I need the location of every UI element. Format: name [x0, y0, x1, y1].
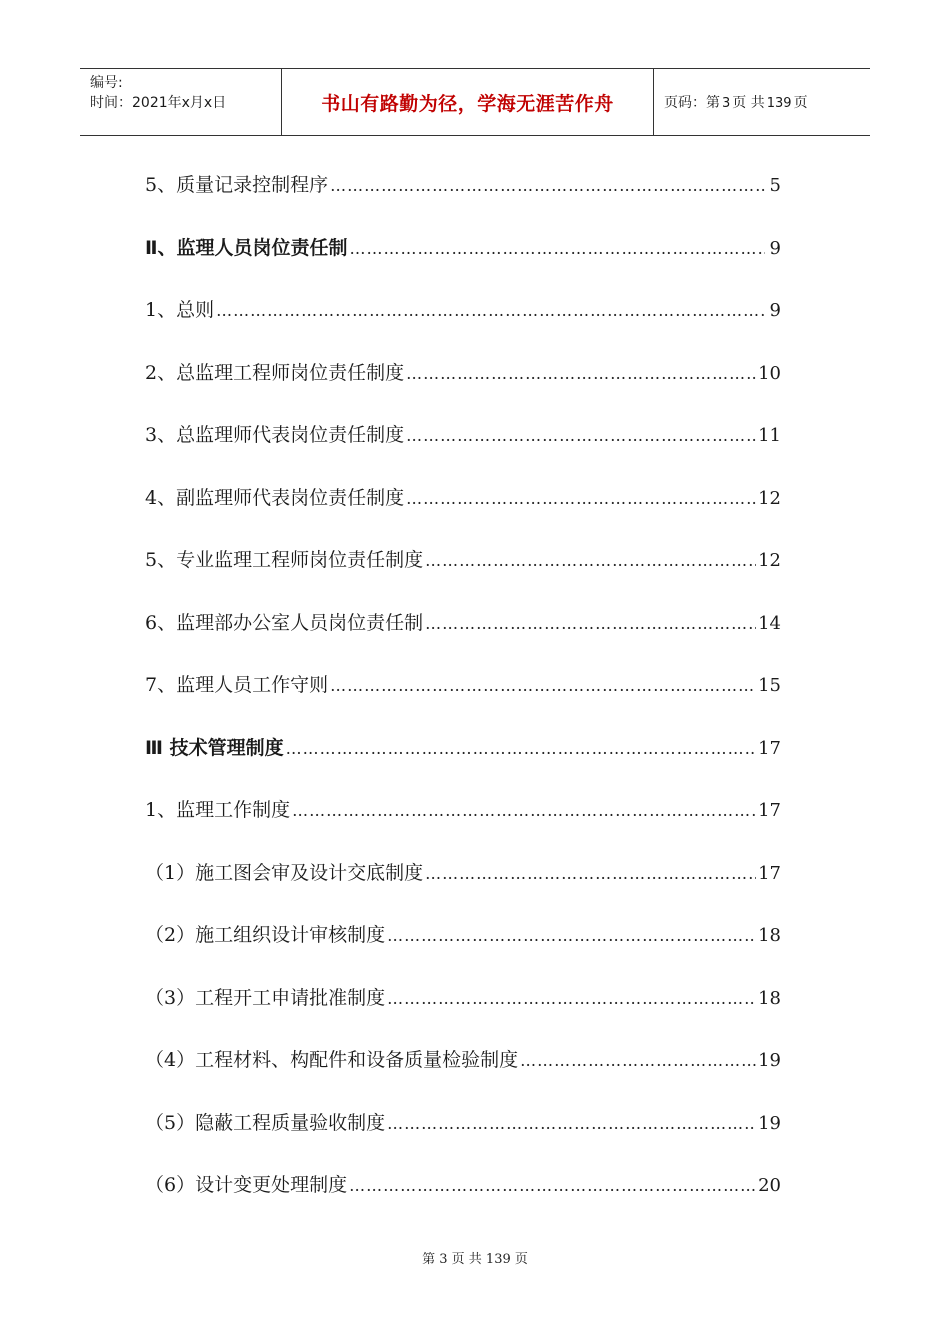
toc-entry[interactable] [145, 483, 781, 511]
serial-label: 编号: [90, 75, 123, 91]
page-prefix: 页码：第 [664, 95, 720, 111]
toc-entry[interactable] [145, 1170, 781, 1198]
toc-entry-title: 4、副监理师代表岗位责任制度 [145, 486, 405, 509]
page-mid: 页 共 [732, 95, 765, 111]
header-motto-cell [282, 69, 654, 135]
toc-entry-page: 17 [758, 862, 781, 884]
toc-dot-leader [406, 426, 756, 445]
toc-entry[interactable] [145, 170, 781, 198]
toc-entry[interactable] [145, 733, 781, 761]
toc-entry-page: 12 [758, 550, 781, 571]
toc-dot-leader [520, 1051, 756, 1070]
toc-entry-page: 17 [758, 800, 781, 821]
toc-entry-title: 1、总则 [145, 299, 215, 321]
page-footer: 第 3 页 共 139 页 [422, 1252, 528, 1267]
toc-dot-leader [330, 676, 756, 695]
toc-dot-leader [330, 176, 765, 195]
toc-entry-title: 1、监理工作制度 [145, 799, 291, 821]
toc-entry-page: 9 [769, 237, 781, 259]
toc-entry-page: 10 [758, 362, 781, 384]
toc-entry-page: 11 [758, 425, 781, 446]
page-suffix: 页 [793, 95, 808, 111]
toc-entry-title: （4）工程材料、构配件和设备质量检验制度 [145, 1049, 519, 1071]
toc-entry[interactable] [145, 920, 781, 948]
toc-dot-leader [286, 739, 757, 758]
toc-entry-title: 5、质量记录控制程序 [145, 174, 329, 196]
toc-entry[interactable] [145, 795, 781, 823]
toc-entry[interactable] [145, 858, 781, 886]
toc-entry-page: 18 [758, 987, 781, 1009]
toc-dot-leader [387, 1114, 756, 1133]
toc-entry-page: 12 [758, 487, 781, 509]
toc-entry-page: 19 [758, 1050, 781, 1071]
toc-entry-title: 3、总监理师代表岗位责任制度 [145, 424, 405, 446]
toc-entry-title: 2、总监理工程师岗位责任制度 [145, 361, 405, 384]
toc-dot-leader [350, 239, 765, 258]
toc-dot-leader [425, 614, 756, 633]
toc-entry-page: 17 [758, 737, 781, 759]
toc-entry-page: 5 [769, 175, 781, 196]
toc-entry[interactable] [145, 670, 781, 698]
toc-entry-title: （6）设计变更处理制度 [145, 1174, 348, 1196]
page-total: 139 [766, 96, 792, 111]
toc-dot-leader [406, 489, 756, 508]
toc-dot-leader [349, 1176, 756, 1195]
toc-entry[interactable] [145, 1045, 781, 1073]
toc-entry-page: 9 [769, 300, 781, 321]
page-header [80, 68, 870, 136]
toc-entry-page: 14 [758, 612, 781, 634]
header-page-cell [654, 69, 870, 135]
toc-entry-page: 18 [758, 925, 781, 946]
toc-entry-page: 15 [758, 675, 781, 696]
toc-entry-title: Ⅲ 技术管理制度 [145, 736, 284, 759]
toc-dot-leader [216, 301, 765, 320]
toc-entry[interactable] [145, 1108, 781, 1136]
toc-entry[interactable] [145, 608, 781, 636]
toc-entry-page: 20 [758, 1175, 781, 1196]
motto-text: 书山有路勤为径，学海无涯苦作舟 [321, 92, 614, 115]
toc-entry-title: （1）施工图会审及设计交底制度 [145, 861, 424, 884]
toc-entry-title: 5、专业监理工程师岗位责任制度 [145, 549, 424, 571]
toc-dot-leader [425, 864, 756, 883]
toc-entry[interactable] [145, 358, 781, 386]
toc-entry-title: （2）施工组织设计审核制度 [145, 924, 386, 946]
toc-entry-title: （3）工程开工申请批准制度 [145, 986, 386, 1009]
header-meta-cell [80, 69, 282, 135]
toc-entry[interactable] [145, 233, 781, 261]
toc-dot-leader [387, 989, 756, 1008]
toc-entry[interactable] [145, 295, 781, 323]
toc-entry-page: 19 [758, 1112, 781, 1134]
page-current: 3 [722, 96, 731, 111]
toc-entry-title: （5）隐蔽工程质量验收制度 [145, 1111, 386, 1134]
toc-entry-title: 6、监理部办公室人员岗位责任制 [145, 611, 424, 634]
toc-entry-title: Ⅱ、监理人员岗位责任制 [145, 236, 348, 259]
toc-dot-leader [292, 801, 756, 820]
header-page-indicator [664, 92, 870, 112]
toc-dot-leader [425, 551, 756, 570]
toc-dot-leader [406, 364, 756, 383]
toc-entry-title: 7、监理人员工作守则 [145, 674, 329, 696]
toc-dot-leader [387, 926, 756, 945]
toc-entry[interactable] [145, 983, 781, 1011]
toc-entry[interactable] [145, 420, 781, 448]
time-label: 时间：2021年x月x日 [90, 95, 227, 111]
toc-entry[interactable] [145, 545, 781, 573]
